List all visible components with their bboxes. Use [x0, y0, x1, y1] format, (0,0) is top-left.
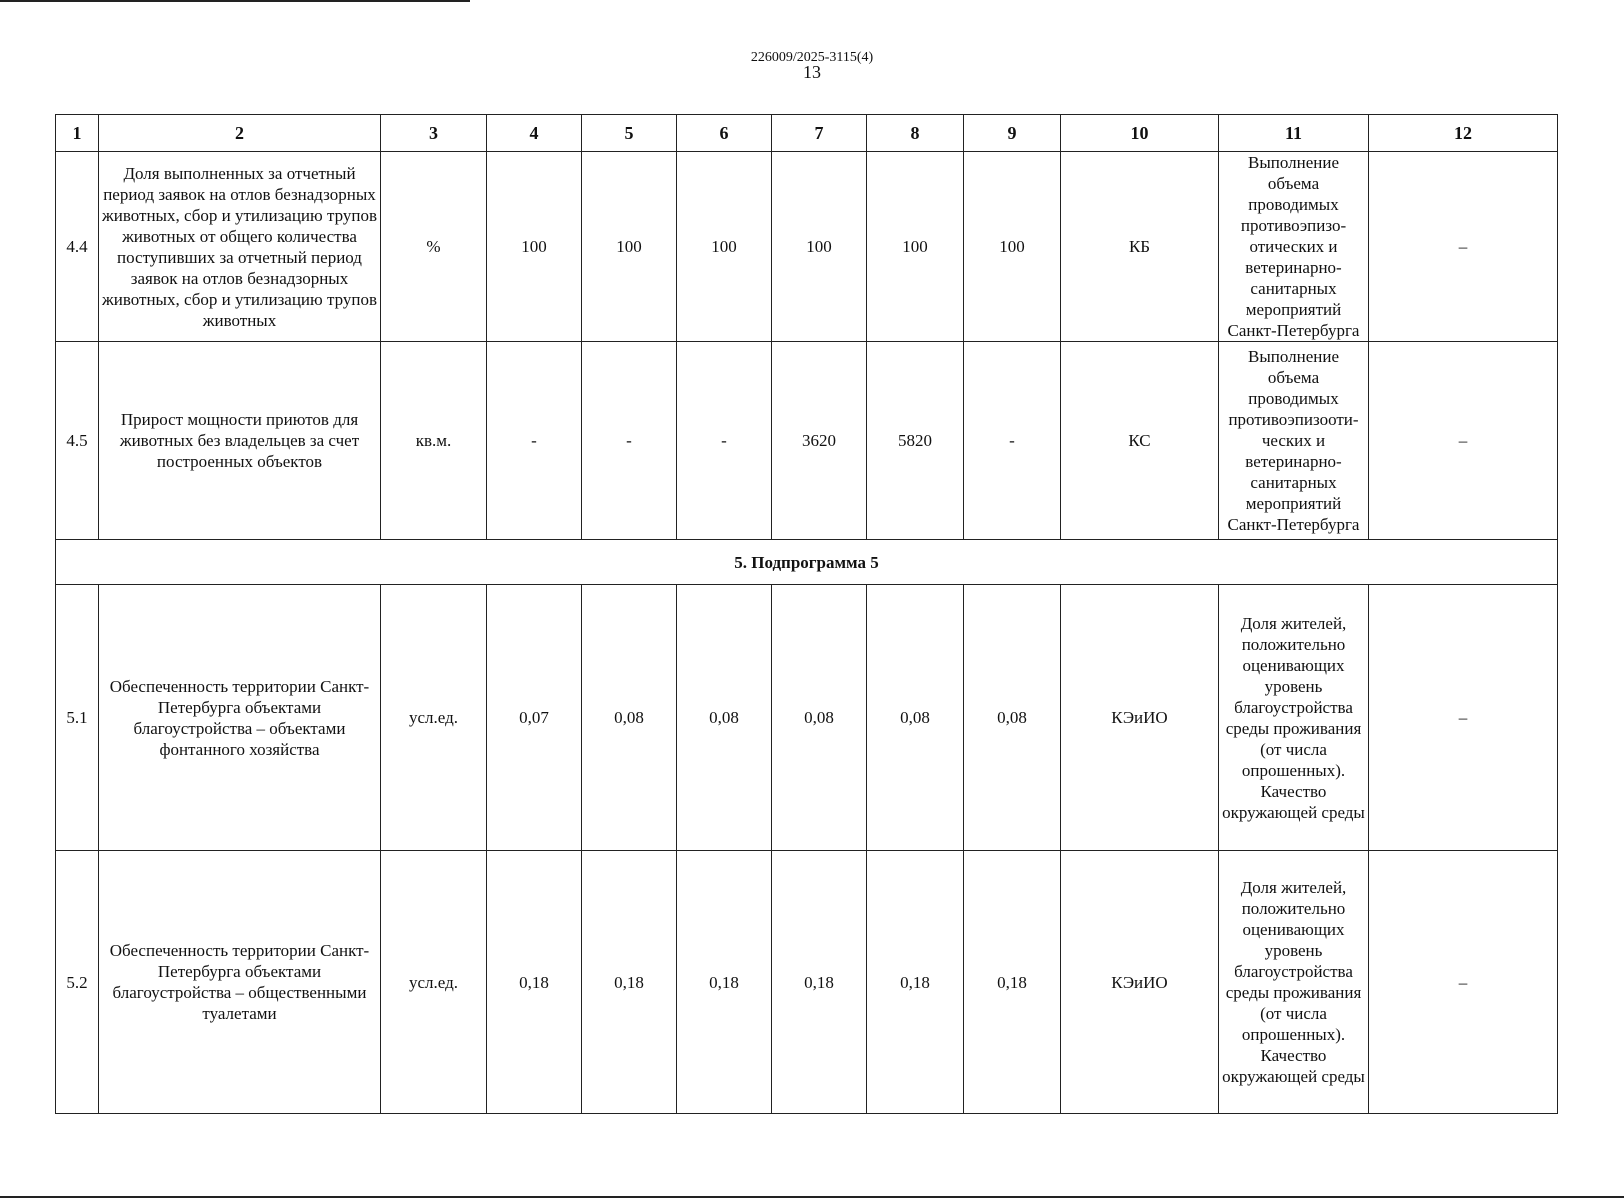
- column-header: 1: [56, 115, 99, 152]
- value-cell: 100: [772, 152, 867, 342]
- value-cell: 0,18: [964, 851, 1061, 1114]
- value-cell: 0,07: [487, 585, 582, 851]
- column-header: 9: [964, 115, 1061, 152]
- scan-edge-top: [0, 0, 470, 2]
- indicator-name: Обеспеченность территории Санкт-Петербурга объектами благоустройства – объектами фонтанного хозяйства: [99, 585, 381, 851]
- table-row: [56, 851, 1558, 1114]
- column-header: 10: [1061, 115, 1219, 152]
- note: –: [1369, 152, 1558, 342]
- column-header: 7: [772, 115, 867, 152]
- unit: кв.м.: [381, 342, 487, 540]
- column-header: 4: [487, 115, 582, 152]
- value-cell: 100: [487, 152, 582, 342]
- value-cell: 0,08: [964, 585, 1061, 851]
- note: –: [1369, 851, 1558, 1114]
- outcome: Выполнение объема проводимых противоэпизооти- ческих и ветеринарно- санитарных мероприятий Санкт-Петербурга: [1219, 342, 1369, 540]
- row-number: 5.2: [56, 851, 99, 1114]
- value-cell: 3620: [772, 342, 867, 540]
- section-row: [56, 540, 1558, 585]
- page-number: 13: [803, 62, 821, 82]
- value-cell: 0,08: [772, 585, 867, 851]
- column-header: 3: [381, 115, 487, 152]
- value-cell: -: [487, 342, 582, 540]
- value-cell: 0,18: [677, 851, 772, 1114]
- executor: КС: [1061, 342, 1219, 540]
- value-cell: 100: [677, 152, 772, 342]
- value-cell: 0,08: [677, 585, 772, 851]
- column-header: 12: [1369, 115, 1558, 152]
- column-header: 2: [99, 115, 381, 152]
- unit: усл.ед.: [381, 851, 487, 1114]
- value-cell: -: [964, 342, 1061, 540]
- indicator-name: Обеспеченность территории Санкт-Петербурга объектами благоустройства – общественными туалетами: [99, 851, 381, 1114]
- indicator-name: Доля выполненных за отчетный период заявок на отлов безнадзорных животных, сбор и утилизацию трупов животных от общего количества поступивших за отчетный период заявок на отлов безнадзорных животных, сбор и утилизацию трупов животных: [99, 152, 381, 342]
- value-cell: 100: [867, 152, 964, 342]
- registration-number: 226009/2025-3115(4): [750, 50, 874, 65]
- table-row: [56, 585, 1558, 851]
- value-cell: 5820: [867, 342, 964, 540]
- table-header-row: [56, 115, 1558, 152]
- indicator-table: [55, 114, 1558, 1114]
- note: –: [1369, 342, 1558, 540]
- row-number: 4.4: [56, 152, 99, 342]
- outcome: Доля жителей, положительно оценивающих уровень благоустройства среды проживания (от числа опрошенных). Качество окружающей среды: [1219, 585, 1369, 851]
- value-cell: -: [582, 342, 677, 540]
- outcome: Выполнение объема проводимых противоэпизо- отических и ветеринарно- санитарных мероприятий Санкт-Петербурга: [1219, 152, 1369, 342]
- column-header: 6: [677, 115, 772, 152]
- value-cell: 0,08: [582, 585, 677, 851]
- executor: КЭиИО: [1061, 851, 1219, 1114]
- executor: КЭиИО: [1061, 585, 1219, 851]
- row-number: 5.1: [56, 585, 99, 851]
- outcome: Доля жителей, положительно оценивающих уровень благоустройства среды проживания (от числа опрошенных). Качество окружающей среды: [1219, 851, 1369, 1114]
- row-number: 4.5: [56, 342, 99, 540]
- table-row: [56, 152, 1558, 342]
- value-cell: 0,18: [582, 851, 677, 1114]
- value-cell: 0,18: [867, 851, 964, 1114]
- unit: усл.ед.: [381, 585, 487, 851]
- value-cell: 0,18: [487, 851, 582, 1114]
- section-title: 5. Подпрограмма 5: [56, 540, 1558, 585]
- unit: %: [381, 152, 487, 342]
- note: –: [1369, 585, 1558, 851]
- column-header: 5: [582, 115, 677, 152]
- column-header: 11: [1219, 115, 1369, 152]
- value-cell: 0,08: [867, 585, 964, 851]
- value-cell: 100: [582, 152, 677, 342]
- value-cell: 100: [964, 152, 1061, 342]
- column-header: 8: [867, 115, 964, 152]
- value-cell: 0,18: [772, 851, 867, 1114]
- executor: КБ: [1061, 152, 1219, 342]
- table-row: [56, 342, 1558, 540]
- indicator-name: Прирост мощности приютов для животных без владельцев за счет построенных объектов: [99, 342, 381, 540]
- scan-edge-bottom: [0, 1196, 1624, 1198]
- value-cell: -: [677, 342, 772, 540]
